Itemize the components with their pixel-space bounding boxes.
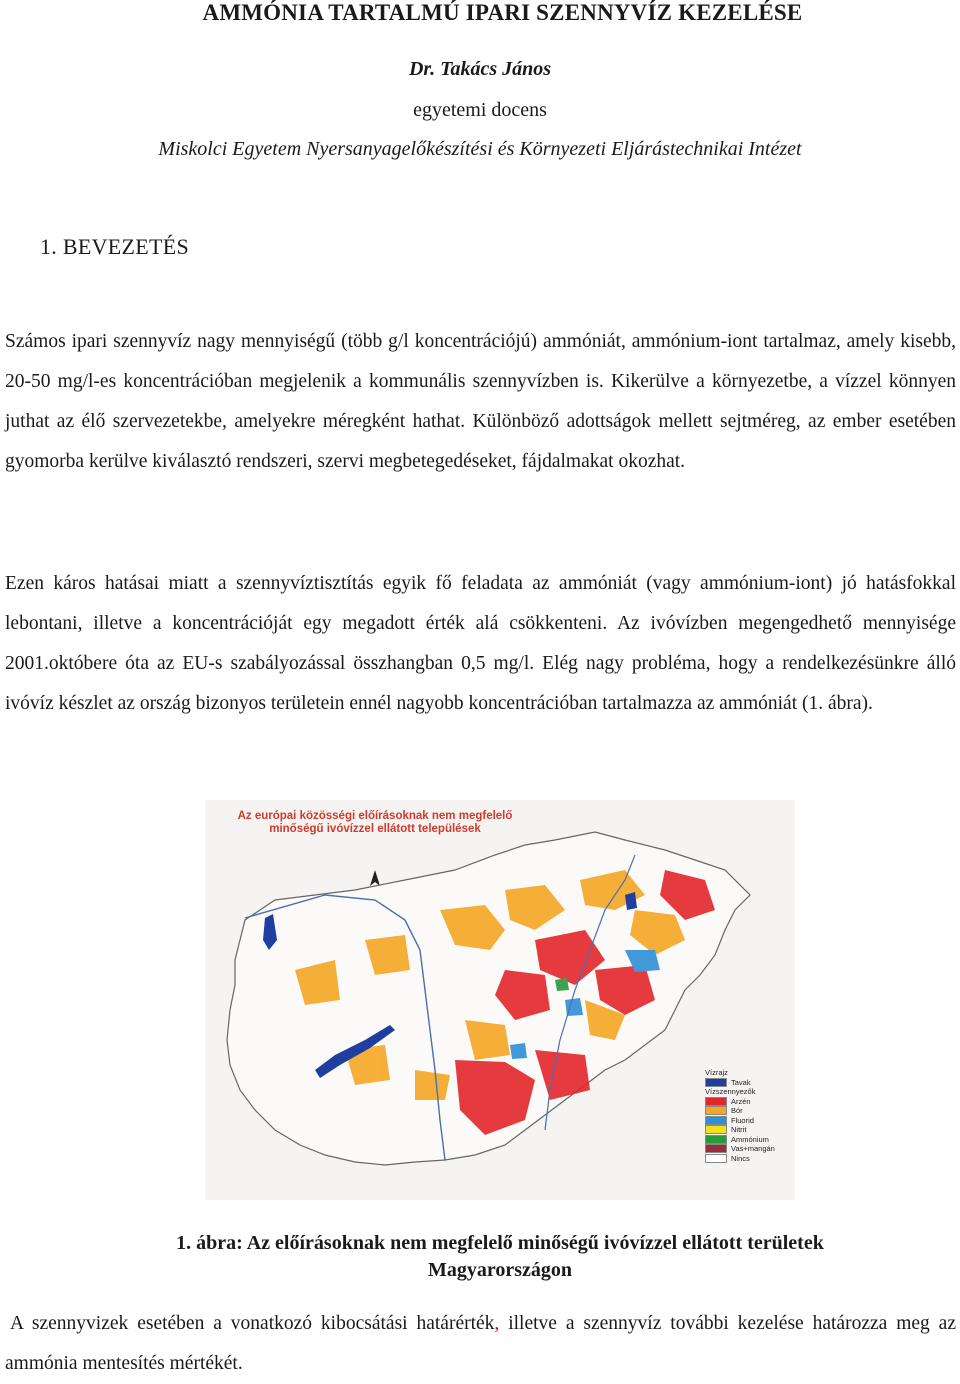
legend-swatch xyxy=(705,1078,727,1087)
paragraph-2: Ezen káros hatásai miatt a szennyvíztisztítás egyik fő feladata az ammóniát (vagy ammónium-iont) jó hatásfokkal lebontani, illetve a koncentrációját egy megadott érték alá csökkenteni. Az ivóvízben megengedhető mennyisége 2001.októbere óta az EU-s szabályozással összhangban 0,5 mg/l. Elég nagy probléma, hogy a rendelkezésünkre álló ivóvíz készlet az ország bizonyos területein ennél nagyobb koncentrációban tartalmazza az ammóniát (1. ábra). xyxy=(5,573,956,714)
legend-item xyxy=(705,1125,795,1135)
legend-item xyxy=(705,1097,795,1107)
legend-item xyxy=(705,1078,795,1088)
paragraph-3-part-b: illetve a szennyvíz további kezelése határozza meg az ammónia mentesítés mértékét. xyxy=(5,1313,956,1374)
map-legend xyxy=(705,1068,795,1163)
figure-caption xyxy=(0,1230,960,1284)
legend-item xyxy=(705,1116,795,1126)
legend-label: Tavak xyxy=(731,1077,751,1087)
legend-label: Vas+mangán xyxy=(731,1144,775,1154)
legend-item xyxy=(705,1135,795,1145)
document-title: AMMÓNIA TARTALMÚ IPARI SZENNYVÍZ KEZELÉSE xyxy=(202,0,803,25)
legend-label: Fluorid xyxy=(731,1115,754,1125)
legend-swatch xyxy=(705,1135,727,1144)
legend-swatch xyxy=(705,1097,727,1106)
legend-item xyxy=(705,1154,795,1164)
legend-label: Ammónium xyxy=(731,1134,769,1144)
legend-swatch xyxy=(705,1154,727,1163)
legend-swatch xyxy=(705,1106,727,1115)
legend-swatch xyxy=(705,1125,727,1134)
paragraph-3 xyxy=(5,1304,956,1384)
legend-label: Bór xyxy=(731,1106,743,1116)
legend-group-label: Vízszennyezők xyxy=(705,1087,756,1096)
legend-swatch xyxy=(705,1144,727,1153)
legend-group-label: Vízrajz xyxy=(705,1068,728,1077)
author-name: Dr. Takács János xyxy=(408,58,552,80)
legend-label: Arzén xyxy=(731,1096,751,1106)
figure-caption-line-2: Magyarországon xyxy=(427,1259,573,1281)
legend-label: Nincs xyxy=(731,1153,750,1163)
figure-title: Az európai közösségi előírásoknak nem megfelelő minőségű ivóvízzel ellátott települések xyxy=(237,810,513,835)
legend-swatch xyxy=(705,1116,727,1125)
figure-1-map xyxy=(205,800,795,1200)
paragraph-3-comma: , xyxy=(494,1313,500,1334)
author-institute: Miskolci Egyetem Nyersanyagelőkészítési és Környezeti Eljárástechnikai Intézet xyxy=(158,138,802,160)
north-arrow-icon xyxy=(370,870,380,886)
author-role: egyetemi docens xyxy=(413,99,547,121)
lake-tisza xyxy=(625,892,637,910)
figure-caption-line-1: 1. ábra: Az előírásoknak nem megfelelő minőségű ivóvízzel ellátott területek xyxy=(176,1232,824,1254)
section-heading: 1. BEVEZETÉS xyxy=(40,234,190,259)
legend-item xyxy=(705,1144,795,1154)
paragraph-3-part-a: A szennyvizek esetében a vonatkozó kibocsátási határérték xyxy=(10,1313,495,1334)
paragraph-1: Számos ipari szennyvíz nagy mennyiségű (több g/l koncentrációjú) ammóniát, ammónium-iont tartalmaz, amely kisebb, 20-50 mg/l-es koncentrációban megjelenik a kommunális szennyvízben is. Kikerülve a környezetbe, a vízzel könnyen juthat az élő szervezetekbe, amelyekre méregként hathat. Különböző adottságok mellett sejtméreg, az ember esetében gyomorba kerülve kiválasztó rendszeri, szervi megbetegedéseket, fájdalmakat okozhat. xyxy=(5,331,956,472)
legend-label: Nitrit xyxy=(731,1125,747,1135)
legend-item xyxy=(705,1106,795,1116)
